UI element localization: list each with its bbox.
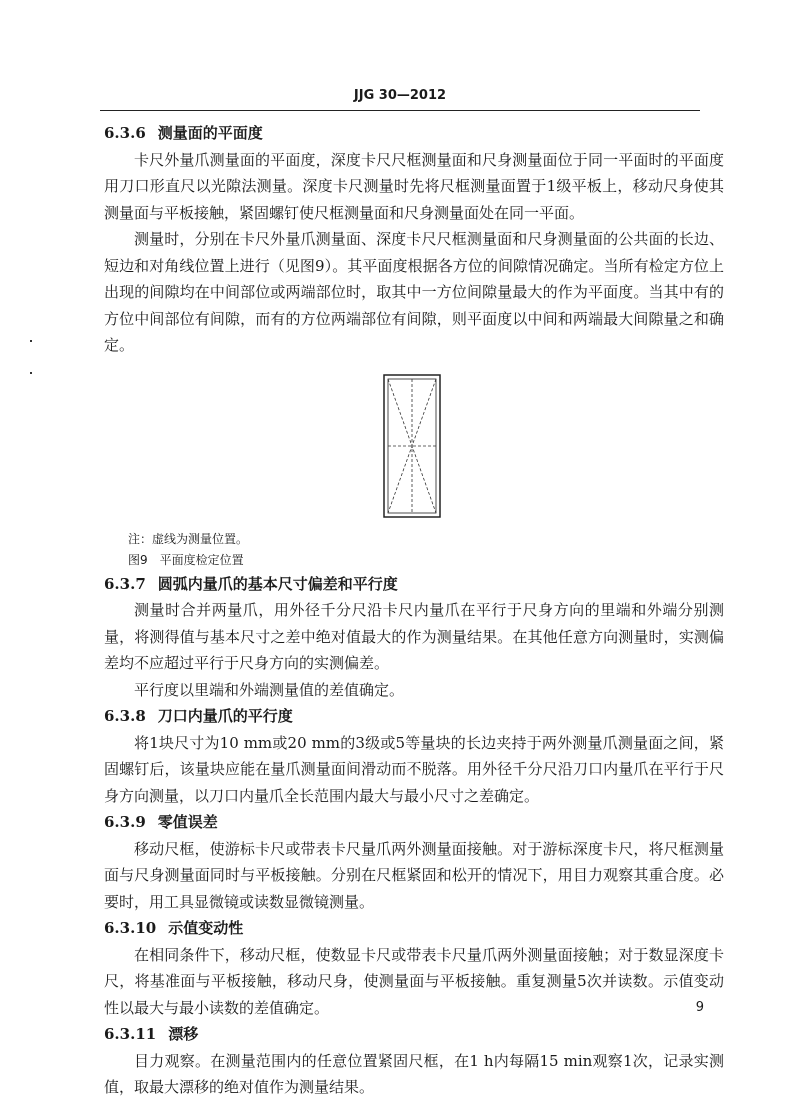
section-6-3-8 — [104, 703, 724, 809]
section-number: 6.3.7 — [104, 574, 146, 593]
document-body — [104, 120, 724, 1101]
scan-speck — [30, 372, 32, 374]
figure-note: 注：虚线为测量位置。 — [128, 531, 249, 546]
scan-speck — [30, 340, 32, 342]
section-heading — [104, 120, 724, 147]
section-6-3-7 — [104, 571, 724, 704]
section-title: 零值误差 — [157, 813, 218, 831]
section-heading — [104, 571, 724, 598]
paragraph: 卡尺外量爪测量面的平面度，深度卡尺尺框测量面和尺身测量面位于同一平面时的平面度用刀口形直尺以光隙法测量。深度卡尺测量时先将尺框测量面置于1级平板上，移动尺身使其测量面与平板接触，紧固螺钉使尺框测量面和尺身测量面处在同一平面。 — [104, 150, 724, 222]
section-number: 6.3.8 — [104, 707, 146, 725]
header-rule — [100, 110, 700, 111]
paragraph: 平行度以里端和外端测量值的差值确定。 — [134, 680, 405, 699]
section-number: 6.3.10 — [104, 919, 157, 937]
section-heading — [104, 703, 724, 730]
section-6-3-10 — [104, 915, 724, 1021]
paragraph: 测量时，分别在卡尺外量爪测量面、深度卡尺尺框测量面和尺身测量面的公共面的长边、短边和对角线位置上进行（见图9）。其平面度根据各方位的间隙情况确定。当所有检定方位上出现的间隙均在中间部位或两端部位时，取其中一方位间隙量最大的作为平面度。当其中有的方位中间部位有间隙，而有的方位两端部位有间隙，则平面度以中间和两端最大间隙量之和确定。 — [104, 230, 724, 354]
section-number: 6.3.11 — [104, 1025, 157, 1043]
section-number: 6.3.9 — [104, 813, 146, 831]
section-6-3-6 — [104, 120, 724, 359]
figure-caption: 图9 平面度检定位置 — [128, 552, 244, 567]
paragraph: 将1块尺寸为10 mm或20 mm的3级或5等量块的长边夹持于两外测量爪测量面之间，紧固螺钉后，该量块应能在量爪测量面间滑动而不脱落。用外径千分尺沿刀口内量爪在平行于尺身方向测量，以刀口内量爪全长范围内最大与最小尺寸之差确定。 — [104, 733, 724, 805]
section-title: 漂移 — [168, 1025, 199, 1043]
figure-9 — [104, 359, 724, 529]
running-header: JJG 30—2012 — [353, 88, 447, 103]
section-6-3-9 — [104, 809, 724, 915]
section-title: 刀口内量爪的平行度 — [157, 707, 293, 725]
section-number: 6.3.6 — [104, 124, 146, 142]
section-title: 圆弧内量爪的基本尺寸偏差和平行度 — [157, 574, 398, 593]
paragraph: 移动尺框，使游标卡尺或带表卡尺量爪两外测量面接触。对于游标深度卡尺，将尺框测量面与尺身测量面同时与平板接触。分别在尺框紧固和松开的情况下，用目力观察其重合度。必要时，用工具显微镜或读数显微镜测量。 — [104, 839, 724, 911]
section-title: 示值变动性 — [168, 919, 244, 937]
paragraph: 测量时合并两量爪，用外径千分尺沿卡尺内量爪在平行于尺身方向的里端和外端分别测量，将测得值与基本尺寸之差中绝对值最大的作为测量结果。在其他任意方向测量时，实测偏差均不应超过平行于尺身方向的实测偏差。 — [104, 601, 724, 672]
paragraph: 在相同条件下，移动尺框，使数显卡尺或带表卡尺量爪两外测量面接触；对于数显深度卡尺，将基准面与平板接触，移动尺身，使测量面与平板接触。重复测量5次并读数。示值变动性以最大与最小读数的差值确定。 — [104, 945, 724, 1017]
page-number: 9 — [695, 1000, 704, 1015]
section-heading — [104, 809, 724, 836]
section-6-3-11 — [104, 1021, 724, 1101]
section-title: 测量面的平面度 — [157, 124, 263, 142]
flatness-positions-diagram — [382, 373, 442, 519]
section-heading — [104, 915, 724, 942]
section-heading — [104, 1021, 724, 1048]
paragraph: 目力观察。在测量范围内的任意位置紧固尺框，在1 h内每隔15 min观察1次，记录实测值，取最大漂移的绝对值作为测量结果。 — [104, 1051, 724, 1096]
